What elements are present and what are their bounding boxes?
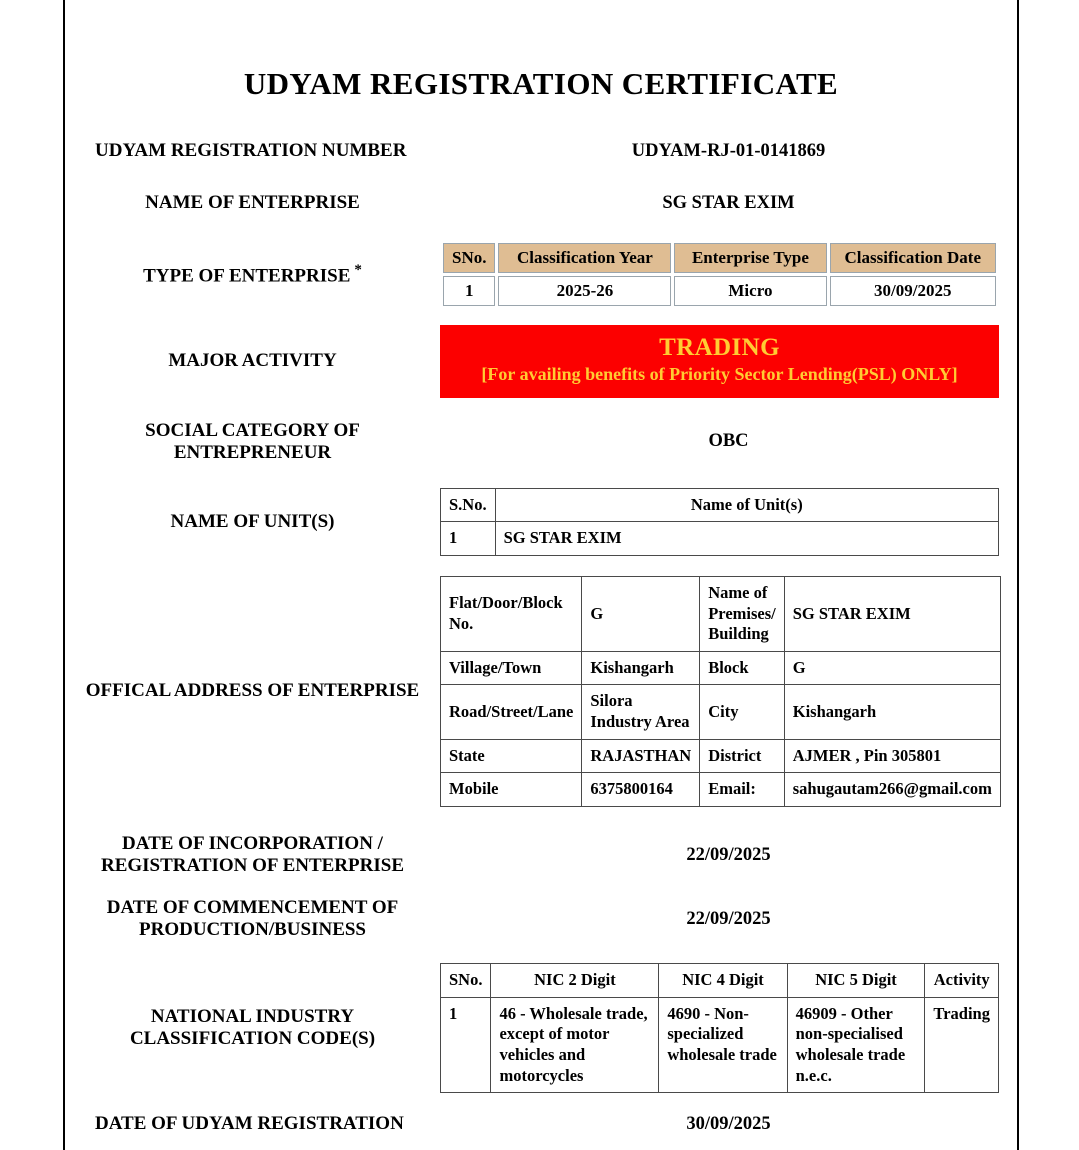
label-social-category [65,420,440,464]
major-activity-banner-wrap [440,325,1017,398]
label-type-of-enterprise-text: TYPE OF ENTERPRISE [143,265,351,287]
label-date-of-commencement-line2: PRODUCTION/BUSINESS [139,919,366,941]
table-row [443,276,996,306]
value-date-of-incorporation: 22/09/2025 [686,844,771,865]
value-social-category: OBC [708,431,749,452]
cell-unit-name: SG STAR EXIM [495,522,998,556]
units-table [440,488,999,556]
col-classification-date: Classification Date [830,243,996,273]
cell-nic-2-digit: 46 - Wholesale trade, except of motor vehicles and motorcycles [491,997,659,1093]
units-table-wrap [440,488,1017,556]
cell-nic-5-digit: 46909 - Other non-specialised wholesale trade n.e.c. [787,997,925,1093]
cell-sno: 1 [441,997,491,1093]
address-table-wrap [440,576,1019,807]
row-social-category [65,420,1017,464]
col-sno: SNo. [441,964,491,998]
label-social-category-line2: ENTREPRENEUR [173,441,332,463]
table-row [441,576,1001,651]
cell-activity: Trading [925,997,999,1093]
table-header-row [441,964,999,998]
label-udyam-registration-number: UDYAM REGISTRATION NUMBER [95,140,407,161]
label-road-street-lane: Road/Street/Lane [441,685,582,739]
value-date-of-udyam-registration: 30/09/2025 [686,1113,771,1134]
banner-activity-name: TRADING [659,334,780,362]
cell-nic-4-digit: 4690 - Non-specialized wholesale trade [659,997,787,1093]
col-nic-5-digit: NIC 5 Digit [787,964,925,998]
row-type-of-enterprise [65,240,1017,309]
label-email: Email: [700,773,785,807]
classification-table [440,240,999,309]
col-nic-2-digit: NIC 2 Digit [491,964,659,998]
row-official-address [65,576,1017,807]
row-name-of-units [65,488,1017,556]
label-date-of-commencement-line1: DATE OF COMMENCEMENT OF [106,897,399,919]
label-name-of-enterprise: NAME OF ENTERPRISE [145,192,360,214]
cell-sno: 1 [441,522,496,556]
value-road-street-lane: Silora Industry Area [582,685,700,739]
col-nic-4-digit: NIC 4 Digit [659,964,787,998]
col-sno: S.No. [441,488,496,522]
label-district: District [700,739,785,773]
label-date-of-udyam-registration: DATE OF UDYAM REGISTRATION [95,1113,404,1135]
col-classification-year: Classification Year [498,243,671,273]
label-block: Block [700,651,785,685]
label-date-of-incorporation [65,833,440,877]
table-row [441,739,1001,773]
table-row [441,522,999,556]
value-mobile: 6375800164 [582,773,700,807]
label-major-activity: MAJOR ACTIVITY [168,350,337,372]
value-block: G [784,651,1000,685]
label-flat-door-block: Flat/Door/Block No. [441,576,582,651]
row-date-of-commencement [65,897,1017,941]
row-date-of-incorporation [65,833,1017,877]
value-district: AJMER , Pin 305801 [784,739,1000,773]
cell-classification-date: 30/09/2025 [830,276,996,306]
value-flat-door-block: G [582,576,700,651]
page-title: UDYAM REGISTRATION CERTIFICATE [243,66,839,101]
label-mobile: Mobile [441,773,582,807]
label-date-of-incorporation-line1: DATE OF INCORPORATION / [122,832,383,854]
label-nic-codes-line2: CLASSIFICATION CODE(S) [129,1028,376,1050]
major-activity-banner [440,325,999,398]
address-table [440,576,1001,807]
value-village-town: Kishangarh [582,651,700,685]
table-row [441,651,1001,685]
row-udyam-registration-number [65,140,1017,162]
col-enterprise-type: Enterprise Type [674,243,826,273]
label-nic-codes [65,1006,440,1050]
row-major-activity [65,325,1017,398]
label-social-category-line1: SOCIAL CATEGORY OF [145,419,360,441]
value-state: RAJASTHAN [582,739,700,773]
row-name-of-enterprise [65,192,1017,214]
nic-table-wrap [440,963,1017,1093]
banner-activity-note: [For availing benefits of Priority Sector Lending(PSL) ONLY] [481,364,958,385]
label-official-address: OFFICAL ADDRESS OF ENTERPRISE [85,680,420,702]
table-row [441,997,999,1093]
col-sno: SNo. [443,243,495,273]
col-activity: Activity [925,964,999,998]
cell-sno: 1 [443,276,495,306]
cell-enterprise-type: Micro [674,276,826,306]
col-name-of-units: Name of Unit(s) [495,488,998,522]
certificate-content [65,0,1017,1150]
row-nic-codes [65,963,1017,1093]
value-email: sahugautam266@gmail.com [784,773,1000,807]
label-nic-codes-line1: NATIONAL INDUSTRY [150,1006,355,1028]
classification-table-wrap [440,240,1017,309]
label-city: City [700,685,785,739]
label-village-town: Village/Town [441,651,582,685]
value-name-of-enterprise: SG STAR EXIM [662,192,795,213]
table-header-row [443,243,996,273]
value-city: Kishangarh [784,685,1000,739]
label-type-of-enterprise [65,262,440,287]
nic-table [440,963,999,1093]
label-state: State [441,739,582,773]
label-date-of-commencement [65,897,440,941]
asterisk-marker: * [354,261,362,278]
table-row [441,773,1001,807]
value-date-of-commencement: 22/09/2025 [686,908,771,929]
label-name-of-premises: Name of Premises/ Building [700,576,785,651]
value-name-of-premises: SG STAR EXIM [784,576,1000,651]
label-date-of-incorporation-line2: REGISTRATION OF ENTERPRISE [100,855,404,876]
table-header-row [441,488,999,522]
label-name-of-units: NAME OF UNIT(S) [170,510,335,532]
value-udyam-registration-number: UDYAM-RJ-01-0141869 [631,140,826,161]
table-row [441,685,1001,739]
row-date-of-udyam-registration [65,1113,1017,1135]
cell-classification-year: 2025-26 [498,276,671,306]
